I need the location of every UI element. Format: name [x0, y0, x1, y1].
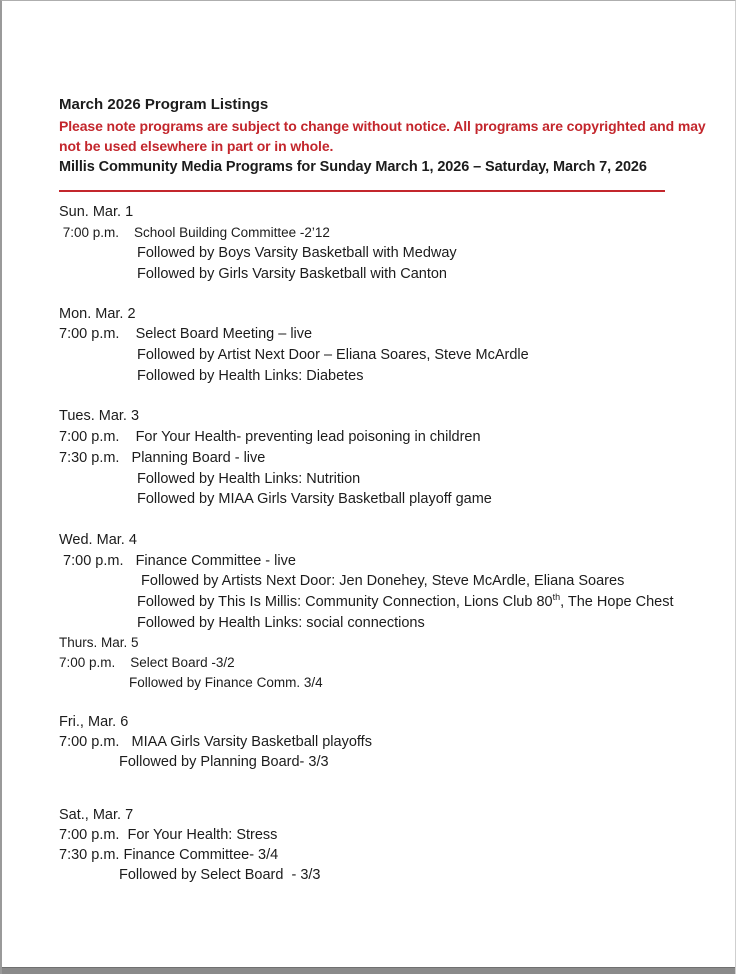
program-time-line: 7:00 p.m. School Building Committee -2’12: [59, 224, 330, 240]
program-time-line: 7:30 p.m. Finance Committee- 3/4: [59, 847, 279, 864]
program-followed-line: Followed by Artists Next Door: Jen Donehey, Steve McArdle, Eliana Soares: [137, 573, 625, 590]
document-title: March 2026 Program Listings: [59, 96, 269, 113]
program-followed-line: Followed by Boys Varsity Basketball with Medway: [137, 245, 457, 262]
schedule-section: [59, 530, 695, 634]
day-heading: Wed. Mar. 4: [59, 531, 137, 548]
copyright-notice: [59, 116, 706, 157]
program-followed-line: [59, 592, 695, 613]
program-time-line: 7:00 p.m. MIAA Girls Varsity Basketball playoffs: [59, 734, 372, 751]
schedule-section: [59, 712, 695, 772]
program-time-line: 7:00 p.m. Select Board -3/2: [59, 655, 235, 671]
copyright-notice-line-1: Please note programs are subject to change without notice. All programs are copyrighted and may: [59, 117, 706, 134]
day-heading: Thurs. Mar. 5: [59, 635, 139, 651]
page-bottom-edge: [2, 967, 735, 974]
line-text: Followed by This Is Millis: Community Connection, Lions Club 80: [137, 594, 553, 611]
schedule-sections: [59, 202, 695, 886]
red-divider-line: [59, 190, 665, 192]
schedule-section: [59, 633, 695, 693]
program-followed-line: Followed by Finance Comm. 3/4: [129, 675, 323, 691]
program-followed-line: Followed by Health Links: Diabetes: [137, 367, 364, 384]
program-followed-line: Followed by Artist Next Door – Eliana Soares, Steve McArdle: [137, 347, 529, 364]
program-time-line: 7:00 p.m. For Your Health: Stress: [59, 827, 278, 844]
document-content: [2, 1, 735, 885]
schedule-section: [59, 304, 695, 387]
schedule-section: [59, 202, 695, 285]
day-heading: Mon. Mar. 2: [59, 305, 136, 322]
copyright-notice-line-2: not be used elsewhere in part or in whole.: [59, 138, 334, 155]
program-time-line: 7:00 p.m. Finance Committee - live: [59, 552, 296, 569]
schedule-section: [59, 406, 695, 510]
program-followed-line: Followed by Planning Board- 3/3: [119, 754, 329, 771]
schedule-section: [59, 805, 695, 885]
program-followed-line: Followed by Select Board - 3/3: [119, 867, 321, 884]
day-heading: Fri., Mar. 6: [59, 714, 129, 731]
line-text: , The Hope Chest: [560, 594, 674, 611]
day-heading: Tues. Mar. 3: [59, 408, 140, 425]
superscript-text: th: [552, 592, 561, 603]
day-heading: Sat., Mar. 7: [59, 807, 134, 824]
week-range-subtitle: Millis Community Media Programs for Sunday March 1, 2026 – Saturday, March 7, 2026: [59, 159, 647, 176]
program-time-line: 7:00 p.m. For Your Health- preventing lead poisoning in children: [59, 429, 481, 446]
day-heading: Sun. Mar. 1: [59, 203, 134, 220]
program-followed-line: Followed by MIAA Girls Varsity Basketball playoff game: [137, 491, 492, 508]
program-time-line: 7:00 p.m. Select Board Meeting – live: [59, 326, 313, 343]
program-followed-line: Followed by Health Links: social connections: [137, 614, 425, 631]
program-followed-line: Followed by Health Links: Nutrition: [137, 470, 361, 487]
program-time-line: 7:30 p.m. Planning Board - live: [59, 449, 266, 466]
program-followed-line: Followed by Girls Varsity Basketball with Canton: [137, 265, 447, 282]
